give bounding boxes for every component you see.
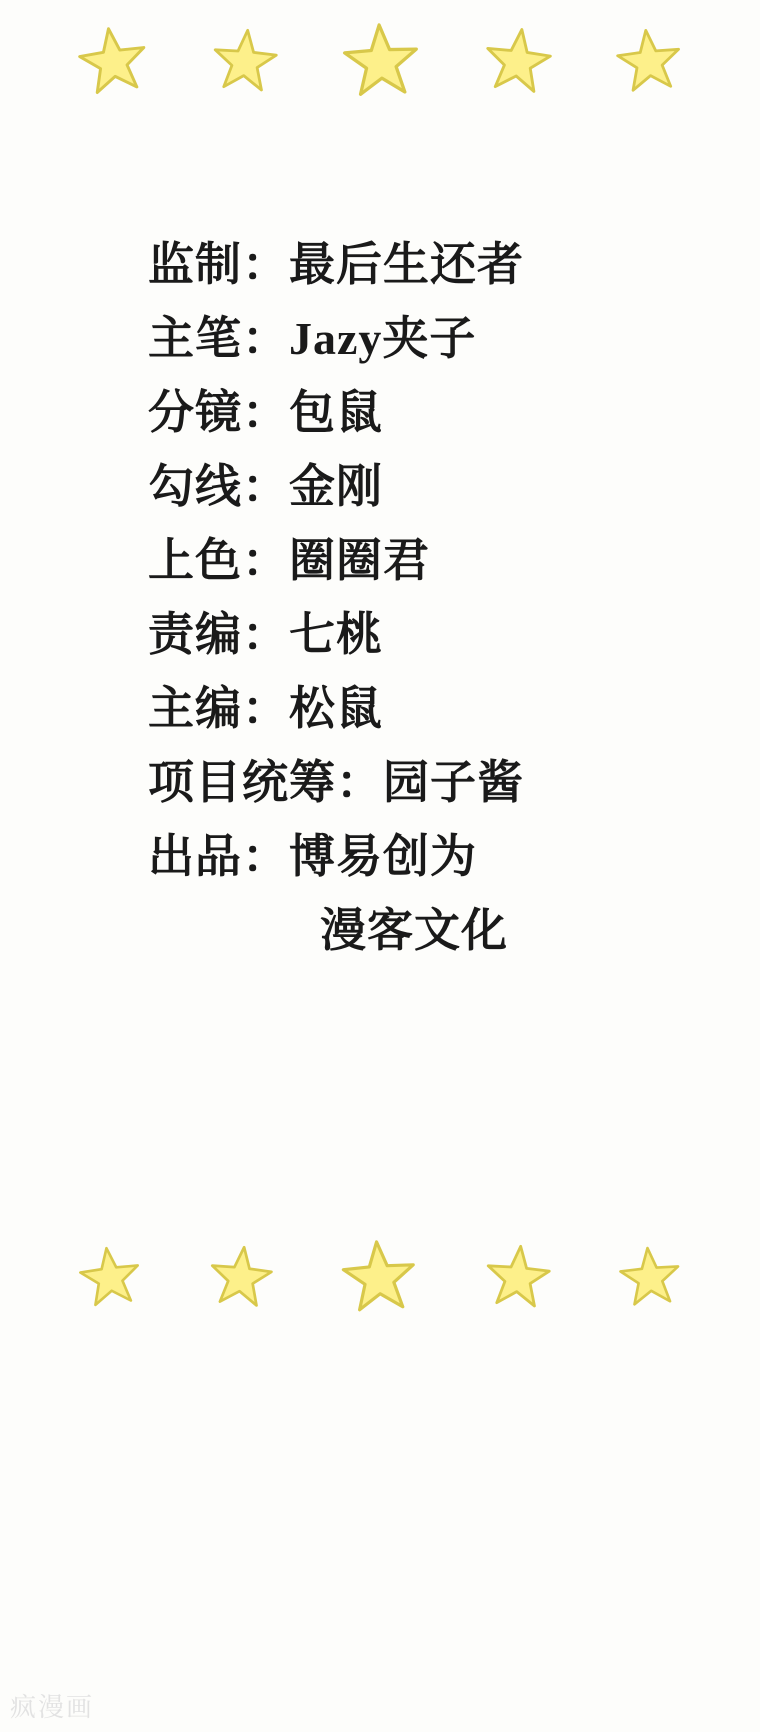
credit-line	[148, 450, 760, 524]
star-icon	[483, 1242, 553, 1312]
credit-name-value: 博易创为	[289, 831, 477, 882]
credit-name-value: Jazy夹子	[289, 313, 477, 364]
watermark: 疯漫画	[10, 1692, 95, 1722]
credit-name-value: 七桃	[289, 609, 383, 660]
star-icon	[207, 1243, 275, 1311]
star-icon	[614, 26, 684, 96]
credit-role-label: 勾线：	[148, 461, 289, 512]
credit-line	[148, 524, 760, 598]
credit-line	[148, 672, 760, 746]
credit-name-value: 金刚	[289, 461, 383, 512]
credit-role-label: 上色：	[148, 535, 289, 586]
credit-line	[148, 598, 760, 672]
credit-name-value: 松鼠	[289, 683, 383, 734]
credit-name-value: 圈圈君	[289, 535, 430, 586]
credit-name-value: 包鼠	[289, 387, 383, 438]
credit-role-label: 主编：	[148, 683, 289, 734]
credit-role-label: 监制：	[148, 239, 289, 290]
credit-role-label: 项目统筹：	[148, 757, 383, 808]
credit-role-label: 分镜：	[148, 387, 289, 438]
credit-name-value: 园子酱	[383, 757, 524, 808]
credit-role-label: 出品：	[148, 831, 289, 882]
credit-line	[148, 820, 760, 894]
credit-role-label: 主笔：	[148, 313, 289, 364]
star-icon	[482, 25, 554, 97]
credit-role-label: 责编：	[148, 609, 289, 660]
star-icon	[210, 26, 280, 96]
credit-line	[148, 746, 760, 820]
star-icon	[77, 1244, 143, 1310]
star-icon	[339, 1237, 419, 1317]
credit-line	[148, 894, 760, 968]
star-icon	[617, 1244, 683, 1310]
credit-name-value: 最后生还者	[289, 239, 524, 290]
star-row-top	[0, 6, 760, 116]
star-row-bottom	[0, 1222, 760, 1332]
credits-block	[0, 228, 760, 968]
star-icon	[76, 24, 150, 98]
credit-name-value: 漫客文化	[320, 905, 508, 956]
star-icon	[340, 20, 422, 102]
credit-line	[148, 228, 760, 302]
credit-line	[148, 376, 760, 450]
credit-line	[148, 302, 760, 376]
